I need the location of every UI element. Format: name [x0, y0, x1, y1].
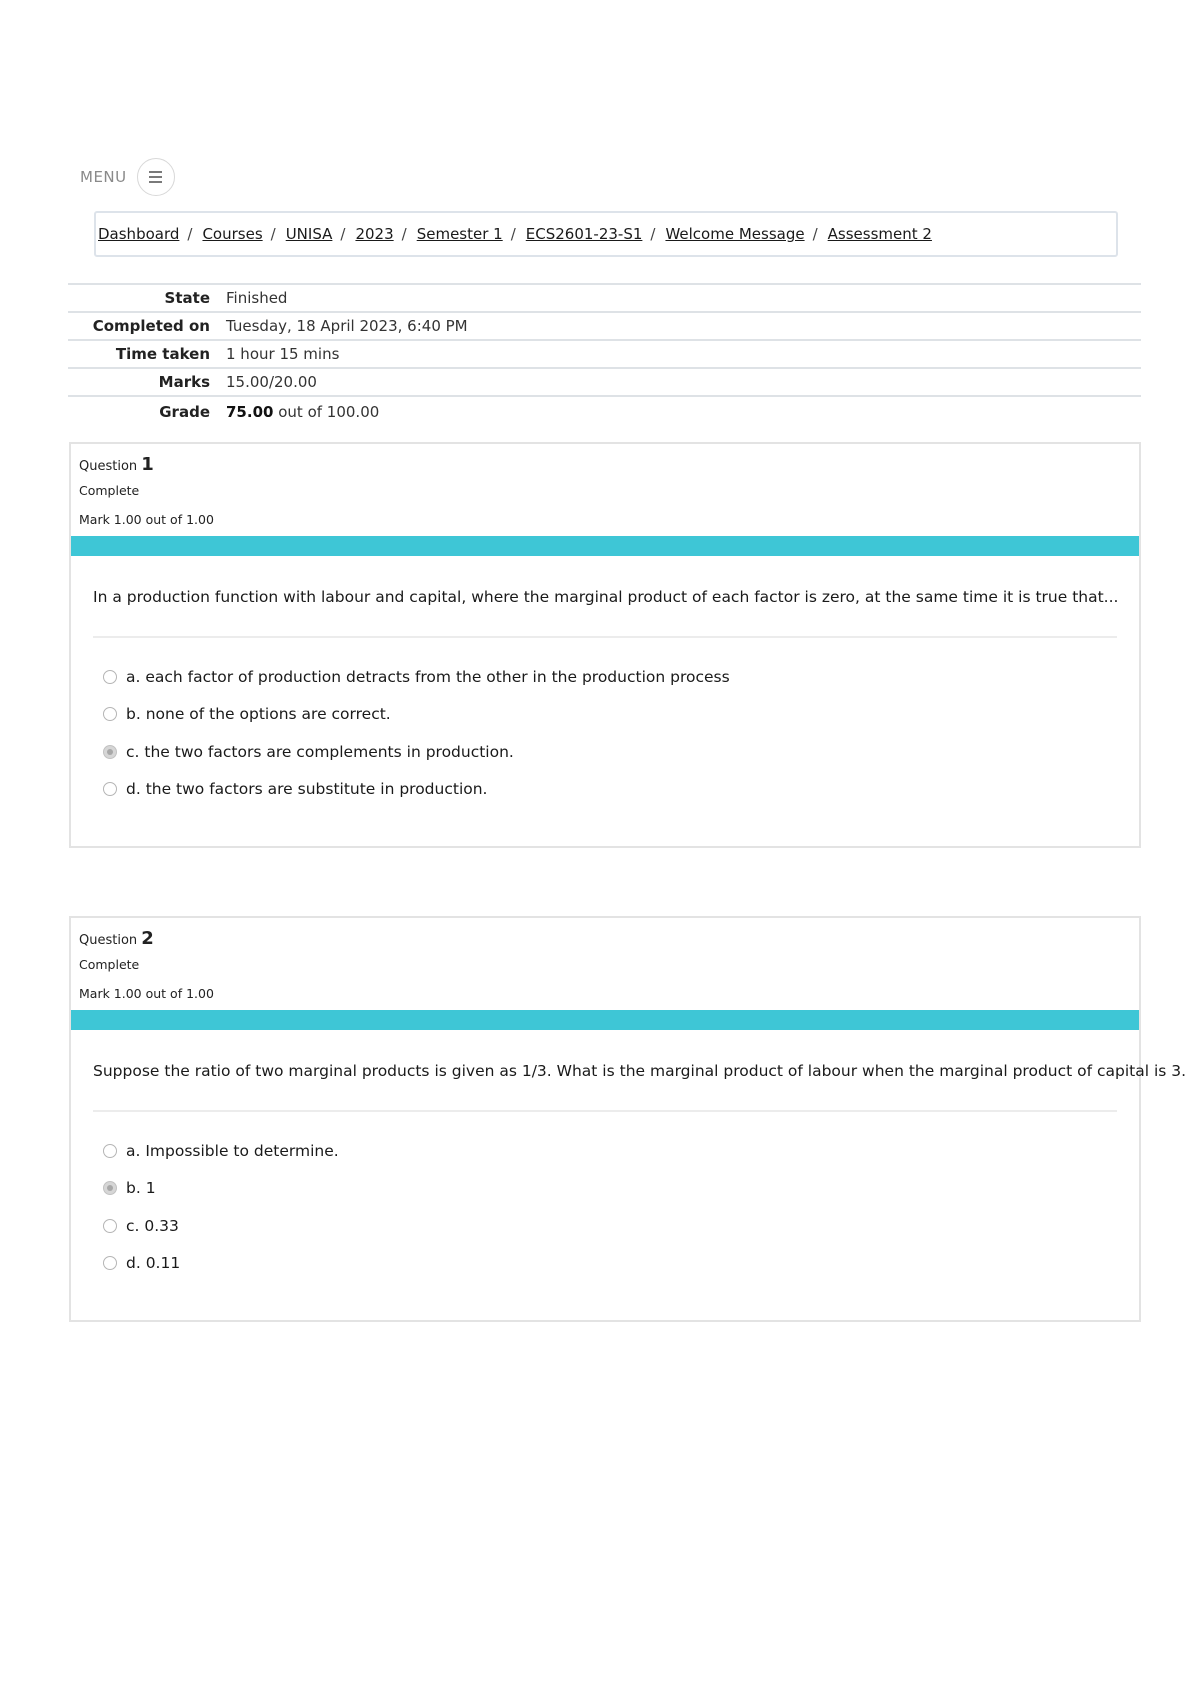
question-number-value: 2	[141, 928, 154, 949]
breadcrumb-separator: /	[812, 225, 818, 243]
menu-toggle[interactable]	[80, 158, 175, 196]
summary-row-state	[68, 283, 1141, 311]
question-card-2	[69, 916, 1187, 1322]
answer-option-b[interactable]	[93, 1170, 1117, 1208]
answer-option-b[interactable]	[93, 696, 1117, 734]
answer-option-a[interactable]	[93, 658, 1117, 696]
summary-row-marks	[68, 367, 1141, 395]
answer-text: a. Impossible to determine.	[126, 1141, 339, 1160]
radio-button[interactable]	[103, 1256, 117, 1270]
hamburger-icon	[149, 171, 162, 183]
breadcrumb-separator: /	[187, 225, 193, 243]
question-grade: Mark 1.00 out of 1.00	[79, 512, 214, 527]
answer-text: b. 1	[126, 1179, 156, 1198]
breadcrumb-course[interactable]: ECS2601-23-S1	[525, 225, 643, 243]
marks-value: 15.00/20.00	[226, 373, 317, 391]
completed-label: Completed on	[92, 317, 210, 335]
time-label: Time taken	[115, 345, 210, 363]
breadcrumb-year[interactable]: 2023	[355, 225, 394, 243]
state-value: Finished	[226, 289, 288, 307]
breadcrumb-dashboard[interactable]: Dashboard	[98, 225, 180, 243]
question-number	[79, 928, 1139, 949]
grade-label: Grade	[159, 403, 210, 421]
breadcrumb-unisa[interactable]: UNISA	[285, 225, 333, 243]
breadcrumb	[94, 211, 1118, 257]
answer-option-d[interactable]	[93, 771, 1117, 809]
question-header-bar	[71, 1010, 1139, 1030]
answer-text: c. 0.33	[126, 1216, 179, 1235]
answer-option-c[interactable]	[93, 733, 1117, 771]
attempt-summary	[68, 283, 1141, 427]
summary-row-time	[68, 339, 1141, 367]
grade-suffix: out of 100.00	[278, 403, 380, 421]
question-header-bar	[71, 536, 1139, 556]
breadcrumb-courses[interactable]: Courses	[202, 225, 263, 243]
answer-option-c[interactable]	[93, 1207, 1117, 1245]
answer-text: d. the two factors are substitute in production.	[126, 780, 488, 799]
state-label: State	[164, 289, 210, 307]
radio-button[interactable]	[103, 1144, 117, 1158]
question-grade: Mark 1.00 out of 1.00	[79, 986, 214, 1001]
question-state: Complete	[79, 957, 140, 972]
question-info	[71, 444, 1139, 536]
breadcrumb-separator: /	[340, 225, 346, 243]
question-text: Suppose the ratio of two marginal products is given as 1/3. What is the marginal product of labour when the marginal product of capital is 3.	[93, 1062, 1117, 1112]
radio-button[interactable]	[103, 670, 117, 684]
breadcrumb-semester[interactable]: Semester 1	[416, 225, 503, 243]
marks-label: Marks	[158, 373, 210, 391]
question-card-1	[69, 442, 1141, 848]
grade-value: 75.00	[226, 403, 274, 421]
question-text: In a production function with labour and capital, where the marginal product of each factor is zero, at the same time it is true that...	[93, 588, 1117, 638]
answer-text: c. the two factors are complements in production.	[126, 742, 514, 761]
summary-row-grade	[68, 395, 1141, 427]
question-number	[79, 454, 1139, 475]
breadcrumb-separator: /	[510, 225, 516, 243]
answer-text: a. each factor of production detracts from the other in the production process	[126, 667, 730, 686]
breadcrumb-assessment[interactable]: Assessment 2	[827, 225, 932, 243]
breadcrumb-separator: /	[650, 225, 656, 243]
summary-row-completed	[68, 311, 1141, 339]
answer-text: d. 0.11	[126, 1254, 181, 1273]
breadcrumb-separator: /	[401, 225, 407, 243]
radio-button[interactable]	[103, 1219, 117, 1233]
grade-value-wrapper	[226, 403, 379, 421]
answer-list	[93, 638, 1117, 846]
completed-value: Tuesday, 18 April 2023, 6:40 PM	[226, 317, 468, 335]
menu-label: MENU	[80, 168, 127, 186]
question-label: Question	[79, 933, 138, 948]
answer-option-d[interactable]	[93, 1245, 1117, 1283]
question-label: Question	[79, 459, 138, 474]
answer-text: b. none of the options are correct.	[126, 705, 391, 724]
question-number-value: 1	[141, 454, 154, 475]
breadcrumb-separator: /	[270, 225, 276, 243]
radio-button[interactable]	[103, 782, 117, 796]
question-content	[71, 1062, 1187, 1320]
question-state: Complete	[79, 483, 140, 498]
breadcrumb-welcome-message[interactable]: Welcome Message	[665, 225, 805, 243]
radio-button-selected[interactable]	[103, 745, 117, 759]
answer-option-a[interactable]	[93, 1132, 1117, 1170]
question-content	[71, 588, 1139, 846]
menu-button[interactable]	[137, 158, 175, 196]
answer-list	[93, 1112, 1117, 1320]
time-value: 1 hour 15 mins	[226, 345, 340, 363]
radio-button-selected[interactable]	[103, 1181, 117, 1195]
question-info	[71, 918, 1139, 1010]
radio-button[interactable]	[103, 707, 117, 721]
